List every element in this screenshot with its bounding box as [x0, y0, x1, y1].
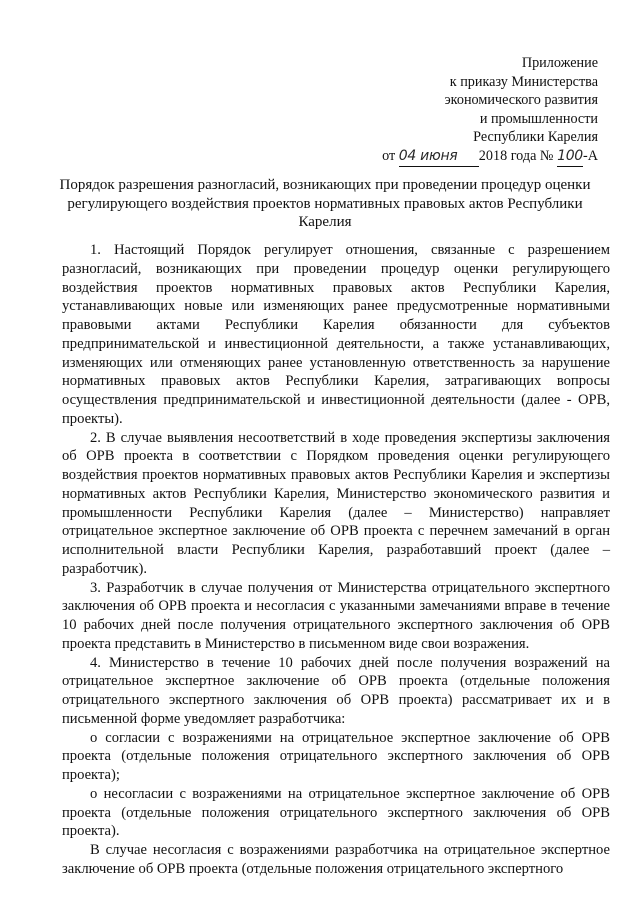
paragraph-3: 3. Разработчик в случае получения от Министерства отрицательного экспертного заключения об ОРВ проекта и несогласия с указанными замечаниями вправе в течение 10 рабочих дней после получения отрицательного экспертного заключения об ОРВ проекта представить в Министерство в письменном виде свои возражения. [62, 579, 610, 652]
appendix-line-3: экономического развития [444, 92, 598, 109]
handwritten-number: 100 [557, 147, 583, 164]
option-disagreement: о несогласии с возражениями на отрицательное экспертное заключение об ОРВ проекта (отдельные положения отрицательного экспертного заключения об ОРВ проекта). [62, 785, 610, 840]
date-suffix: 2018 года № [478, 147, 554, 164]
handwritten-date: 04 июня [398, 147, 458, 164]
date-prefix: от [382, 147, 396, 164]
paragraph-4: 4. Министерство в течение 10 рабочих дней после получения возражений на отрицательное экспертное заключение об ОРВ проекта (отдельные положения отрицательного экспертного заключения об ОРВ проекта) рассматривает их и в письменной форме уведомляет разработчика: [62, 654, 610, 727]
appendix-line-1: Приложение [521, 55, 598, 71]
paragraph-disagreement-case: В случае несогласия с возражениями разработчика на отрицательное экспертное заключение об ОРВ проекта (отдельные положения отрицательного экспертного [62, 842, 610, 877]
document-title: Порядок разрешения разногласий, возникающих при проведении процедур оценки регулирующего воздействия проектов нормативных правовых актов Республики Карелия [59, 177, 591, 231]
appendix-date-line [298, 147, 598, 167]
document-body [62, 241, 610, 879]
appendix-line-4: и промышленности [479, 110, 598, 127]
option-agreement: о согласии с возражениями на отрицательное экспертное заключение об ОРВ проекта (отдельные положения отрицательного экспертного заключения об ОРВ проекта); [62, 729, 610, 783]
paragraph-2: 2. В случае выявления несоответствий в ходе проведения экспертизы заключения об ОРВ проекта в соответствии с Порядком проведения оценки регулирующего воздействия проектов нормативных правовых актов Республики Карелия и экспертизы нормативных актов Республики Карелия, Министерство экономического развития и промышленности Республики Карелия (далее – Министерство) направляет отрицательное экспертное заключение об ОРВ проекта с перечнем замечаний в орган исполнительной власти Республики Карелия, разработавший проект (далее – разработчик). [62, 429, 610, 577]
number-suffix: -А [583, 147, 598, 164]
appendix-line-5: Республики Карелия [473, 129, 598, 146]
appendix-line-2: к приказу Министерства [449, 73, 598, 90]
date-blank [399, 147, 479, 167]
appendix-block [298, 54, 598, 167]
paragraph-1: 1. Настоящий Порядок регулирует отношения, связанные с разрешением разногласий, возникающих при проведении процедур оценки регулирующего воздействия проектов нормативных правовых актов Республики Карелия, устанавливающих новые или изменяющих ранее предусмотренные нормативными правовыми актами Республики Карелия обязанности для субъектов предпринимательской и инвестиционной деятельности, а также устанавливающих, изменяющих или отменяющих ранее установленную ответственность за нарушение нормативных правовых актов Республики Карелия, затрагивающих вопросы осуществления предпринимательской и инвестиционной деятельности (далее - ОРВ, проекты). [62, 242, 610, 427]
number-blank [557, 147, 583, 167]
